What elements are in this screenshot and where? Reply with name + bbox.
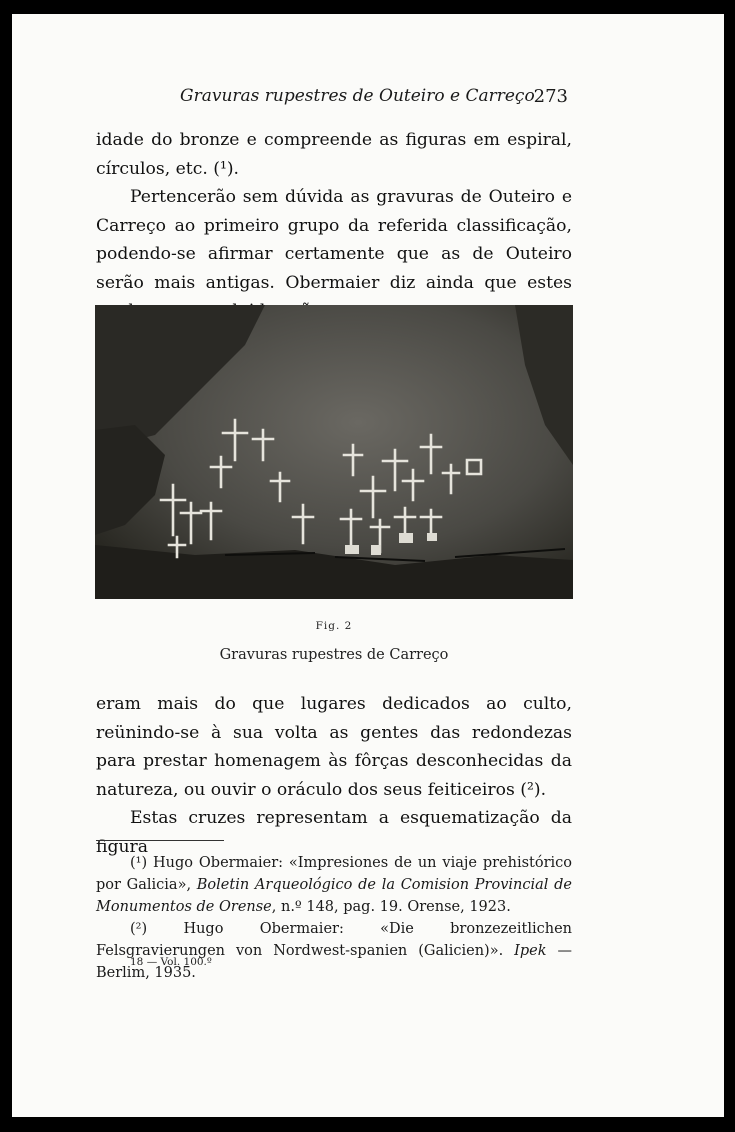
footnote-2 — [96, 918, 572, 984]
footnote-1-text: Hugo Obermaier: «Impresiones de un viaje prehistórico por Galicia», — [96, 855, 573, 893]
footnote-2-mark: (²) — [130, 921, 148, 937]
footnote-1-mark: (¹) — [130, 855, 148, 871]
figure-photo — [95, 305, 573, 599]
text-block-bottom — [96, 690, 572, 861]
paragraph-4: Estas cruzes representam a esquematização da figura — [96, 808, 572, 857]
figure-caption: Gravuras rupestres de Carreço — [219, 647, 449, 663]
text-block-top — [96, 126, 572, 326]
paragraph-1: idade do bronze e compreende as figuras em espiral, círculos, etc. (¹). — [96, 130, 572, 179]
footnote-rule — [96, 840, 224, 841]
page-number: 273 — [533, 86, 568, 107]
footnote-2-text: Hugo Obermaier: «Die bronzezeitlichen Felsgravierungen von Nordwest-spanien (Galicien)». — [96, 921, 572, 959]
printer-signature: 18 — Vol. 100.º — [130, 956, 212, 968]
figure-number: Fig. 2 — [315, 620, 353, 632]
running-header — [96, 72, 572, 107]
footnote-1-ref: , n.º 148, pag. 19. Orense, 1923. — [271, 899, 511, 915]
footnote-2-ref: — Berlim, 1935. — [96, 943, 573, 981]
footnote-1 — [96, 852, 572, 918]
paragraph-3: eram mais do que lugares dedicados ao culto, reünindo-se à sua volta as gentes das redondezas para prestar homenagem às fôrças desconhecidas da natureza, ou ouvir o oráculo dos seus feiticeiros (²). — [96, 694, 572, 800]
paragraph-2: Pertencerão sem dúvida as gravuras de Outeiro e Carreço ao primeiro grupo da referida classificação, podendo-se afirmar certamente que as de Outeiro serão mais antigas. Obermaier diz ainda que estes — [96, 187, 572, 293]
running-title: Gravuras rupestres de Outeiro e Carreço — [180, 86, 535, 106]
footnote-2-journal: Ipek — [514, 943, 547, 959]
footnote-1-journal: Boletin Arqueológico de la Comision Provincial de Monumentos de Orense — [96, 877, 572, 915]
